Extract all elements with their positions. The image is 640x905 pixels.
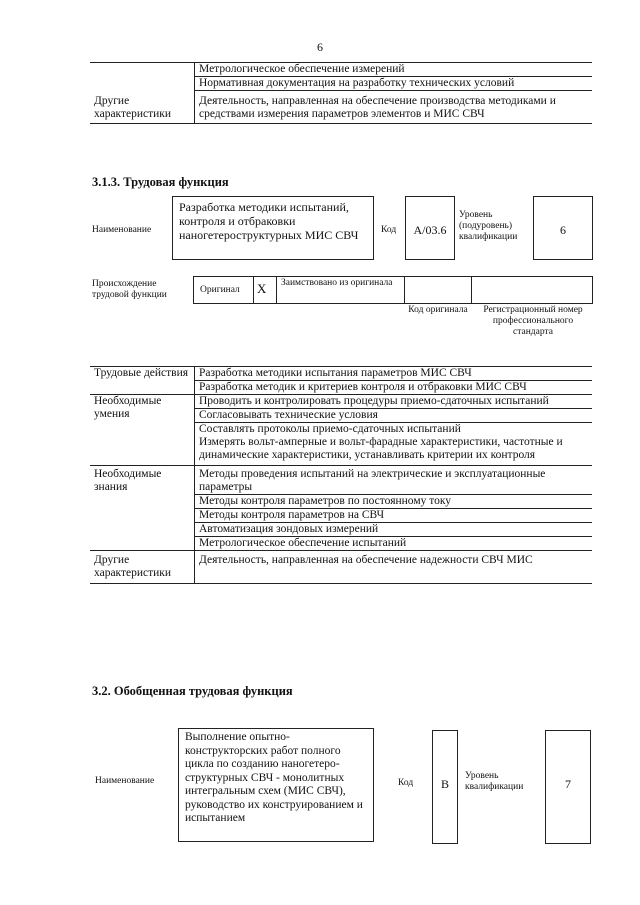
name-box <box>172 196 374 260</box>
original-mark: X <box>257 281 267 296</box>
code-box <box>432 730 458 844</box>
row-value: Метрологическое обеспечение измерений <box>195 63 593 77</box>
row-value: Методы проведения испытаний на электрические и эксплуатационные параметры <box>195 466 593 495</box>
group-label: Необходимые знания <box>90 466 195 551</box>
section-heading: 3.1.3. Трудовая функция <box>92 175 229 189</box>
row-value: Разработка методик и критериев контроля и отбраковки МИС СВЧ <box>195 381 593 395</box>
row-value: Деятельность, направленная на обеспечение производства методиками и средствами измерения параметров элементов и МИС СВЧ <box>195 91 593 124</box>
main-table <box>90 366 592 584</box>
name-value: Разработка методики испытаний, контроля и отбраковки наногетероструктурных МИС СВЧ <box>179 200 359 242</box>
table-row <box>90 395 592 409</box>
row-value: Составлять протоколы приемо-сдаточных испытаний <box>195 423 593 437</box>
level-box <box>545 730 591 844</box>
row-value: Согласовывать технические условия <box>195 409 593 423</box>
code-original-caption: Код оригинала <box>408 305 468 315</box>
table-row <box>90 77 592 91</box>
row-label <box>90 77 195 91</box>
row-value: Методы контроля параметров на СВЧ <box>195 509 593 523</box>
code-box <box>405 196 455 260</box>
group-label: Необходимые умения <box>90 395 195 466</box>
row-value: Проводить и контролировать процедуры приемо-сдаточных испытаний <box>195 395 593 409</box>
divider <box>253 276 254 304</box>
row-value: Методы контроля параметров по постоянному току <box>195 495 593 509</box>
name-value: Выполнение опытно-конструкторских работ полного цикла по созданию наногетеро-структурных СВЧ - монолитных интегральным схем (МИС СВЧ), руководство их конструированием и испытанием <box>185 731 363 824</box>
level-value: 6 <box>560 223 566 237</box>
name-label: Наименование <box>92 225 152 235</box>
name-box <box>178 728 374 842</box>
row-value: Автоматизация зондовых измерений <box>195 523 593 537</box>
origin-label: Происхождение трудовой функции <box>92 279 167 300</box>
code-value: В <box>440 777 449 791</box>
row-value: Нормативная документация на разработку технических условий <box>195 77 593 91</box>
row-label <box>90 63 195 77</box>
code-label: Код <box>381 225 397 235</box>
group-label: Трудовые действия <box>90 367 195 395</box>
level-value: 7 <box>565 777 571 791</box>
table-row <box>90 466 592 495</box>
table-row <box>90 551 592 584</box>
level-label: Уровень квалификации <box>465 771 524 792</box>
group-label: Другие характеристики <box>90 551 195 584</box>
level-label: Уровень (подуровень) квалификации <box>459 210 518 242</box>
divider <box>404 276 405 304</box>
top-table <box>90 62 592 124</box>
page-number: 6 <box>317 40 323 54</box>
code-label: Код <box>398 778 414 788</box>
divider <box>276 276 277 304</box>
row-value: Деятельность, направленная на обеспечение надежности СВЧ МИС <box>195 551 593 584</box>
name-label: Наименование <box>95 776 155 786</box>
level-box <box>533 196 593 260</box>
row-value: Разработка методики испытания параметров МИС СВЧ <box>195 367 593 381</box>
table-row <box>90 91 592 124</box>
original-label: Оригинал <box>200 285 240 295</box>
code-value: А/03.6 <box>413 223 447 237</box>
table-row <box>90 367 592 381</box>
table-row <box>90 63 592 77</box>
borrowed-label: Заимствовано из оригинала <box>281 278 393 288</box>
row-label: Другие характеристики <box>90 91 195 124</box>
section-heading: 3.2. Обобщенная трудовая функция <box>92 684 293 698</box>
row-value: Измерять вольт-амперные и вольт-фарадные характеристики, частотные и динамические характеристики, устанавливать критерии их контроля <box>195 436 593 466</box>
row-value: Метрологическое обеспечение испытаний <box>195 537 593 551</box>
reg-number-caption: Регистрационный номер профессионального стандарта <box>483 305 583 337</box>
divider <box>471 276 472 304</box>
